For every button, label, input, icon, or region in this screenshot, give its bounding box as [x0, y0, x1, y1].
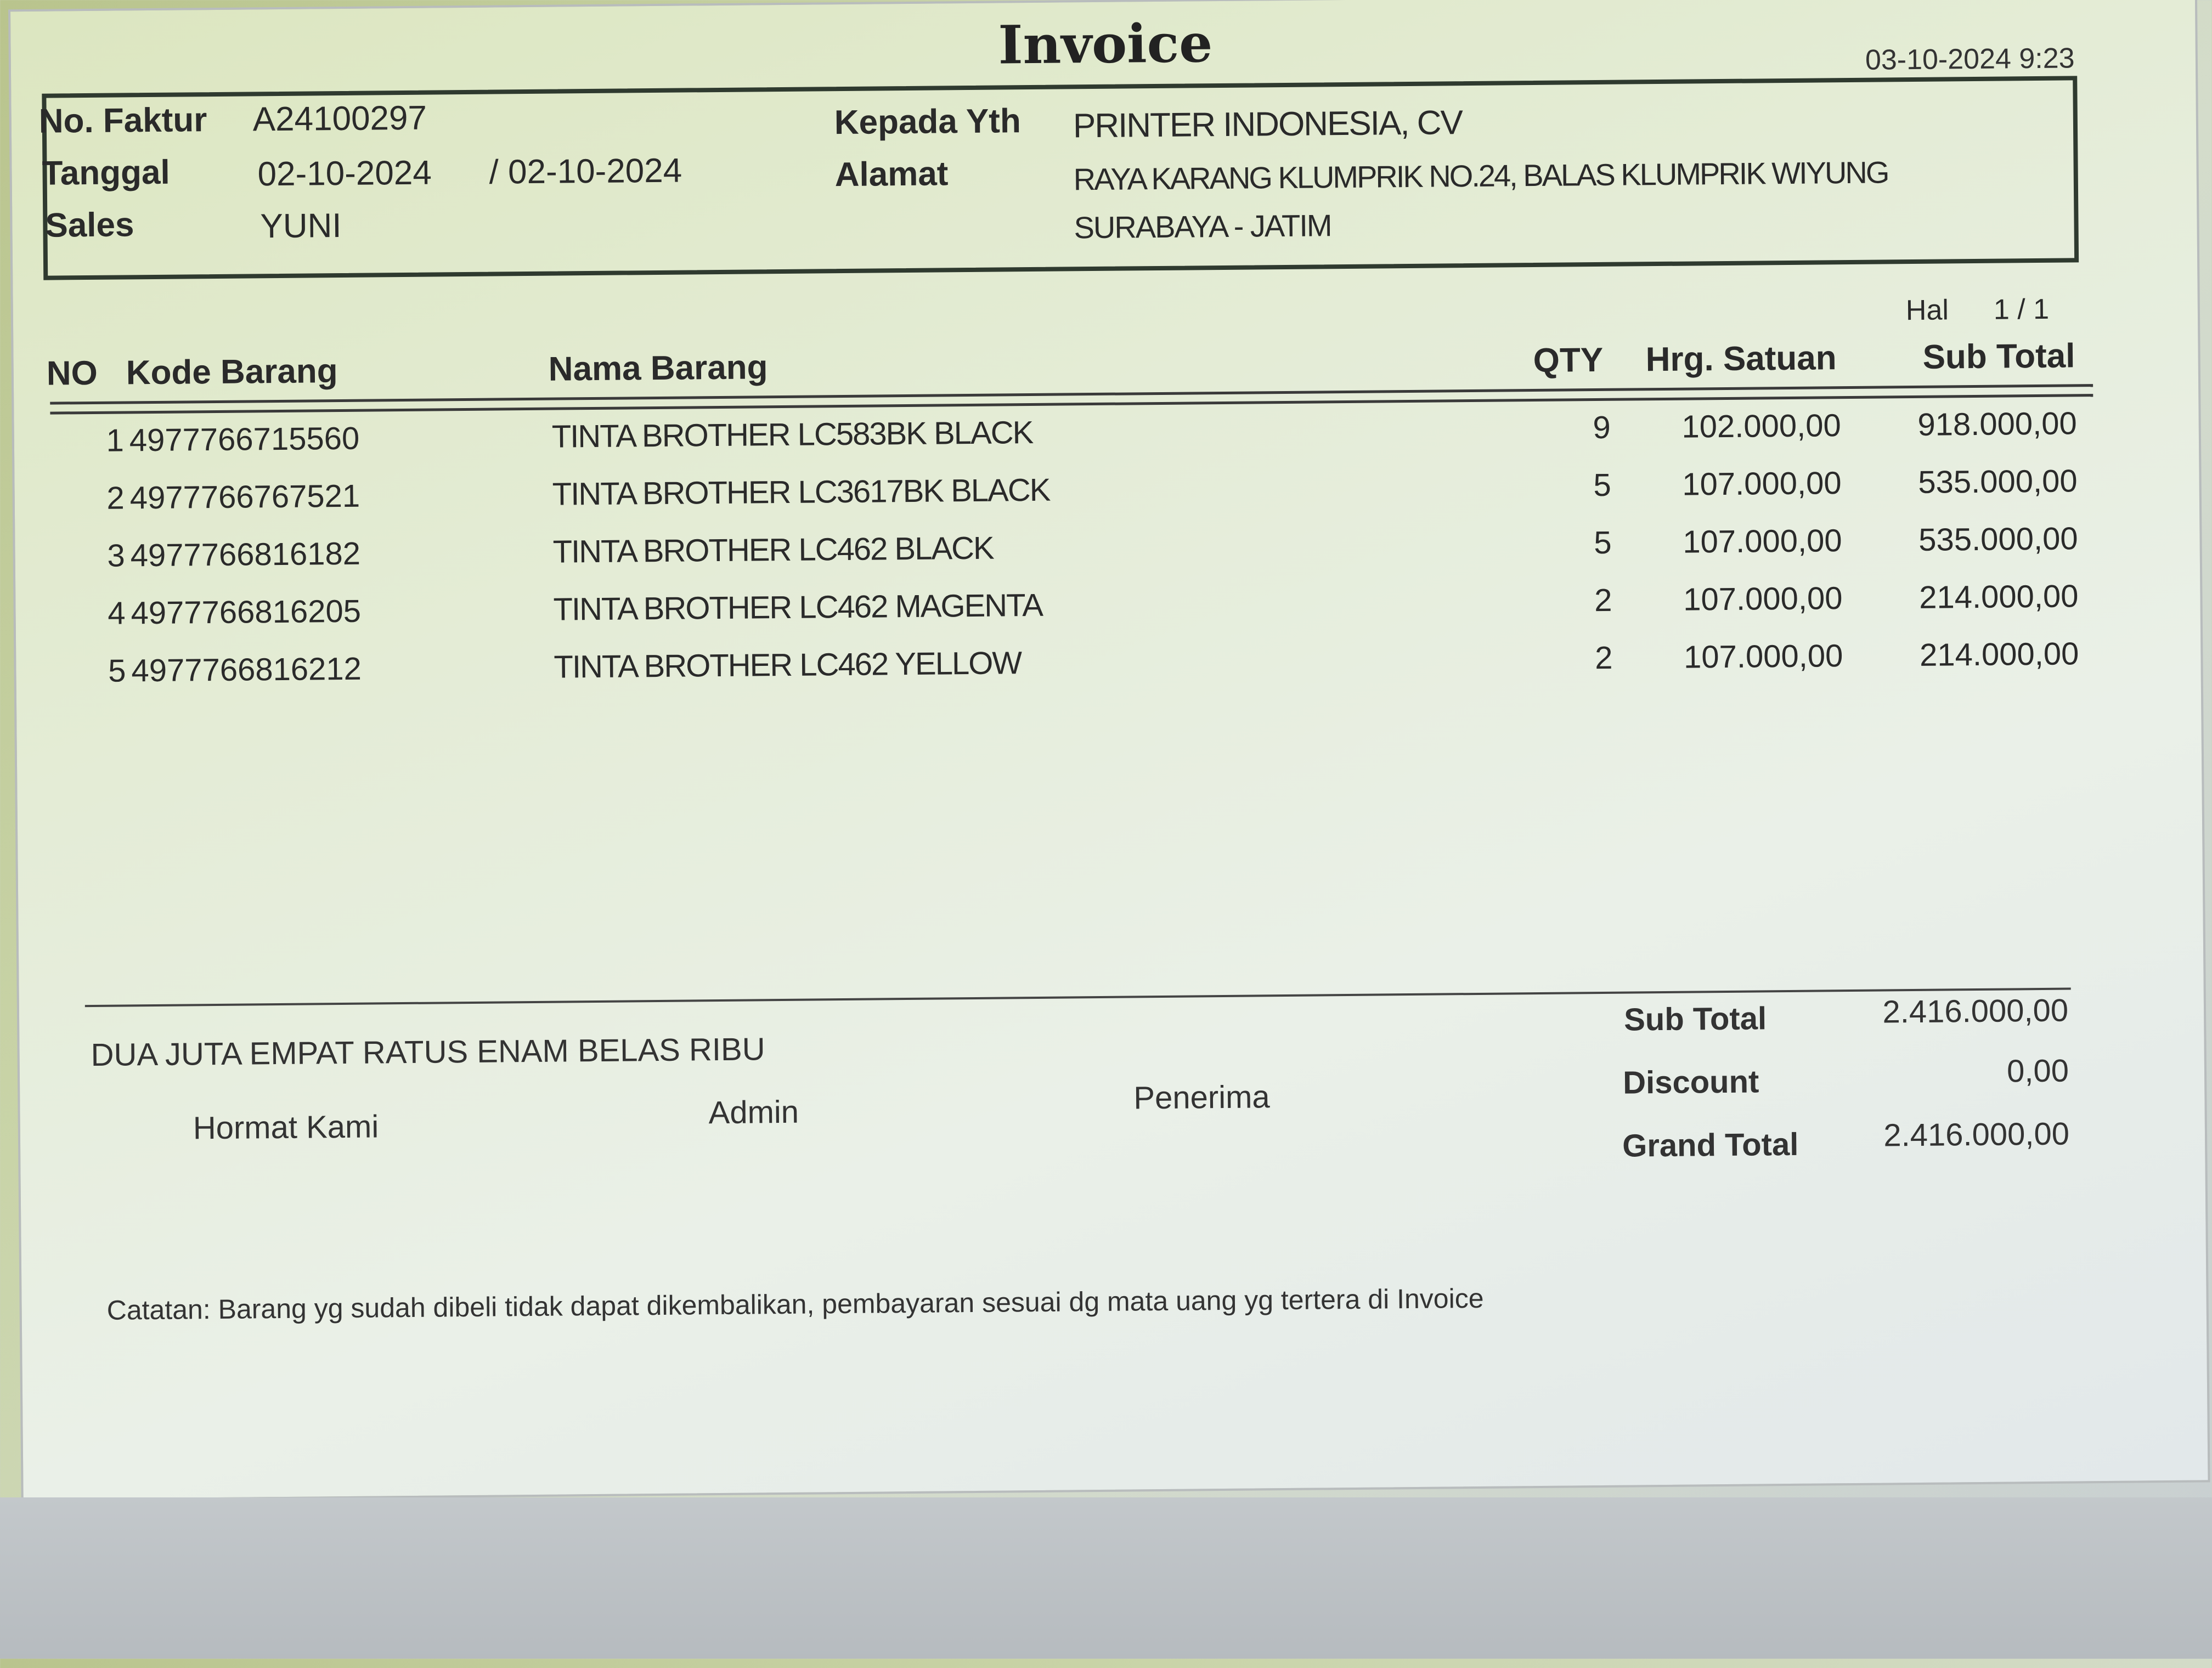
date-label: Tanggal: [42, 153, 170, 193]
date-to-value: / 02-10-2024: [489, 151, 682, 191]
recipient-label: Kepada Yth: [834, 102, 1022, 142]
page-number: 1 / 1: [1993, 293, 2050, 326]
page-label: Hal: [1905, 294, 1949, 327]
row-code: 4977766816205: [131, 593, 362, 631]
column-header-no: NO: [46, 354, 98, 393]
discount-label: Discount: [1622, 1064, 1759, 1101]
grand-total-label: Grand Total: [1622, 1126, 1799, 1164]
grand-total-value: 2.416.000,00: [1883, 1116, 2070, 1154]
recipient-value: PRINTER INDONESIA, CV: [1073, 104, 1463, 145]
invoice-no-value: A24100297: [252, 99, 427, 139]
row-price: 107.000,00: [1682, 523, 1842, 560]
address-line-2: SURABAYA - JATIM: [1074, 208, 1331, 245]
desk-background: [0, 1497, 2212, 1659]
row-qty: 2: [1594, 582, 1612, 619]
column-header-name: Nama Barang: [548, 348, 768, 388]
row-subtotal: 535.000,00: [1918, 521, 2078, 558]
column-header-code: Kode Barang: [126, 352, 338, 392]
header-rule-top: [50, 384, 2093, 404]
print-timestamp: 03-10-2024 9:23: [1865, 42, 2075, 76]
column-header-qty: QTY: [1533, 341, 1604, 380]
row-qty: 5: [1594, 524, 1612, 561]
invoice-paper: [8, 0, 2210, 1501]
totals-rule: [85, 988, 2071, 1008]
invoice-no-label: No. Faktur: [38, 101, 207, 140]
row-subtotal: 214.000,00: [1918, 578, 2079, 615]
subtotal-value: 2.416.000,00: [1882, 992, 2069, 1030]
row-name: TINTA BROTHER LC3617BK BLACK: [552, 472, 1050, 512]
row-code: 4977766715560: [129, 420, 360, 459]
row-no: 2: [106, 480, 125, 516]
row-qty: 2: [1594, 640, 1613, 676]
row-price: 102.000,00: [1681, 408, 1842, 445]
sales-label: Sales: [45, 206, 134, 245]
row-name: TINTA BROTHER LC462 YELLOW: [554, 645, 1022, 685]
sales-value: YUNI: [260, 206, 342, 246]
row-price: 107.000,00: [1683, 580, 1843, 618]
row-code: 4977766816212: [131, 651, 362, 689]
column-header-subtotal: Sub Total: [1922, 337, 2075, 376]
row-name: TINTA BROTHER LC583BK BLACK: [551, 415, 1033, 455]
signature-admin: Admin: [708, 1094, 799, 1131]
invoice-note: Catatan: Barang yg sudah dibeli tidak dapat dikembalikan, pembayaran sesuai dg mata uang yg tertera di Invoice: [106, 1282, 1484, 1326]
row-qty: 5: [1593, 467, 1611, 504]
row-name: TINTA BROTHER LC462 BLACK: [552, 530, 994, 570]
row-no: 1: [106, 422, 125, 459]
address-label: Alamat: [834, 155, 949, 194]
row-price: 107.000,00: [1682, 465, 1842, 502]
row-no: 4: [108, 595, 126, 631]
signature-receiver: Penerima: [1133, 1079, 1270, 1116]
row-qty: 9: [1593, 409, 1611, 446]
row-name: TINTA BROTHER LC462 MAGENTA: [553, 587, 1043, 627]
discount-value: 0,00: [2006, 1053, 2069, 1089]
subtotal-label: Sub Total: [1623, 1000, 1767, 1038]
row-no: 3: [107, 538, 125, 574]
amount-in-words: DUA JUTA EMPAT RATUS ENAM BELAS RIBU: [91, 1031, 765, 1073]
invoice-title: Invoice: [998, 12, 1213, 76]
row-price: 107.000,00: [1683, 638, 1843, 675]
row-subtotal: 535.000,00: [1918, 463, 2078, 500]
row-subtotal: 918.000,00: [1917, 405, 2077, 443]
row-code: 4977766767521: [129, 478, 360, 516]
row-code: 4977766816182: [130, 535, 361, 574]
column-header-price: Hrg. Satuan: [1645, 339, 1837, 379]
signature-sender: Hormat Kami: [193, 1109, 379, 1146]
date-from-value: 02-10-2024: [257, 154, 432, 194]
row-no: 5: [108, 653, 126, 689]
row-subtotal: 214.000,00: [1919, 636, 2079, 673]
address-line-1: RAYA KARANG KLUMPRIK NO.24, BALAS KLUMPRIK WIYUNG: [1073, 155, 1888, 197]
